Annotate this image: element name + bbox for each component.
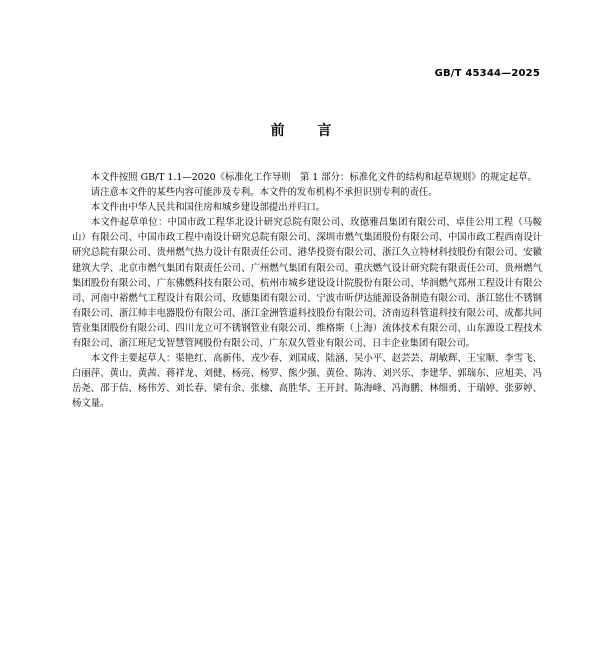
paragraph-drafting-rules: 本文件按照 GB/T 1.1—2020《标准化工作导则 第 1 部分：标准化文件的结构和起草规则》的规定起草。 [90, 172, 537, 183]
paragraph-patent-notice: 请注意本文件的某些内容可能涉及专利。本文件的发布机构不承担识别专利的责任。 [90, 187, 438, 199]
page-title: 前 言 [270, 123, 346, 139]
paragraph-drafting-organizations: 本文件起草单位：中国市政工程华北设计研究总院有限公司、玫德雅昌集团有限公司、卓佳公用工程（马鞍山）有限公司、中国市政工程中南设计研究总院有限公司、深圳市燃气集团股份有限公司、中国市政工程西南设计研究总院有限公司、贵州燃气热力设计有限责任公司、港华投资有限公司、浙江久立特材科技股份有限公司、安徽建筑大学、北京市燃气集团有限责任公司、广州燃气集团有限公司、重庆燃气设计研究院有限责任公司、贵州燃气集团股份有限公司、广东佛燃科技有限公司、杭州市城乡建设设计院股份有限公司、华润燃气郑州工程设计有限公司、河南中裕燃气工程设计有限公司、玫德集团有限公司、宁波市昕伊达能源设备制造有限公司、浙江铭仕不锈钢有限公司、浙江帅丰电器股份有限公司、浙江金洲管道科技股份有限公司、济南迈科管道科技有限公司、成都共同管业集团股份有限公司、四川龙立可不锈钢管业有限公司、维格斯（上海）流体技术有限公司、山东源设工程技术有限公司、浙江班尼戈智慧管网股份有限公司、广东双久管业有限公司、日丰企业集团有限公司。 [72, 217, 542, 350]
foreword-body [72, 170, 542, 412]
paragraph-proposer: 本文件由中华人民共和国住房和城乡建设部提出并归口。 [90, 202, 326, 214]
paragraph-drafters: 本文件主要起草人：渠艳红、高新伟、戎少春、刘国成、陆涵、吴小平、赵芸芸、胡敏辉、王宝顺、李雪飞、白丽萍、黄山、黄茜、蒋祥龙、刘健、杨亮、杨罗、熊少强、黄俭、陈涛、刘兴乐、李建华、郭瑞东、应旭美、冯岳尧、邵于佶、杨伟芳、刘长春、梁有余、张棣、高胜华、王开封、陈海峰、冯海鹏、林细勇、于瑞婷、张萝婷、杨文量。 [72, 353, 542, 410]
standard-number: GB/T 45344—2025 [434, 68, 540, 79]
